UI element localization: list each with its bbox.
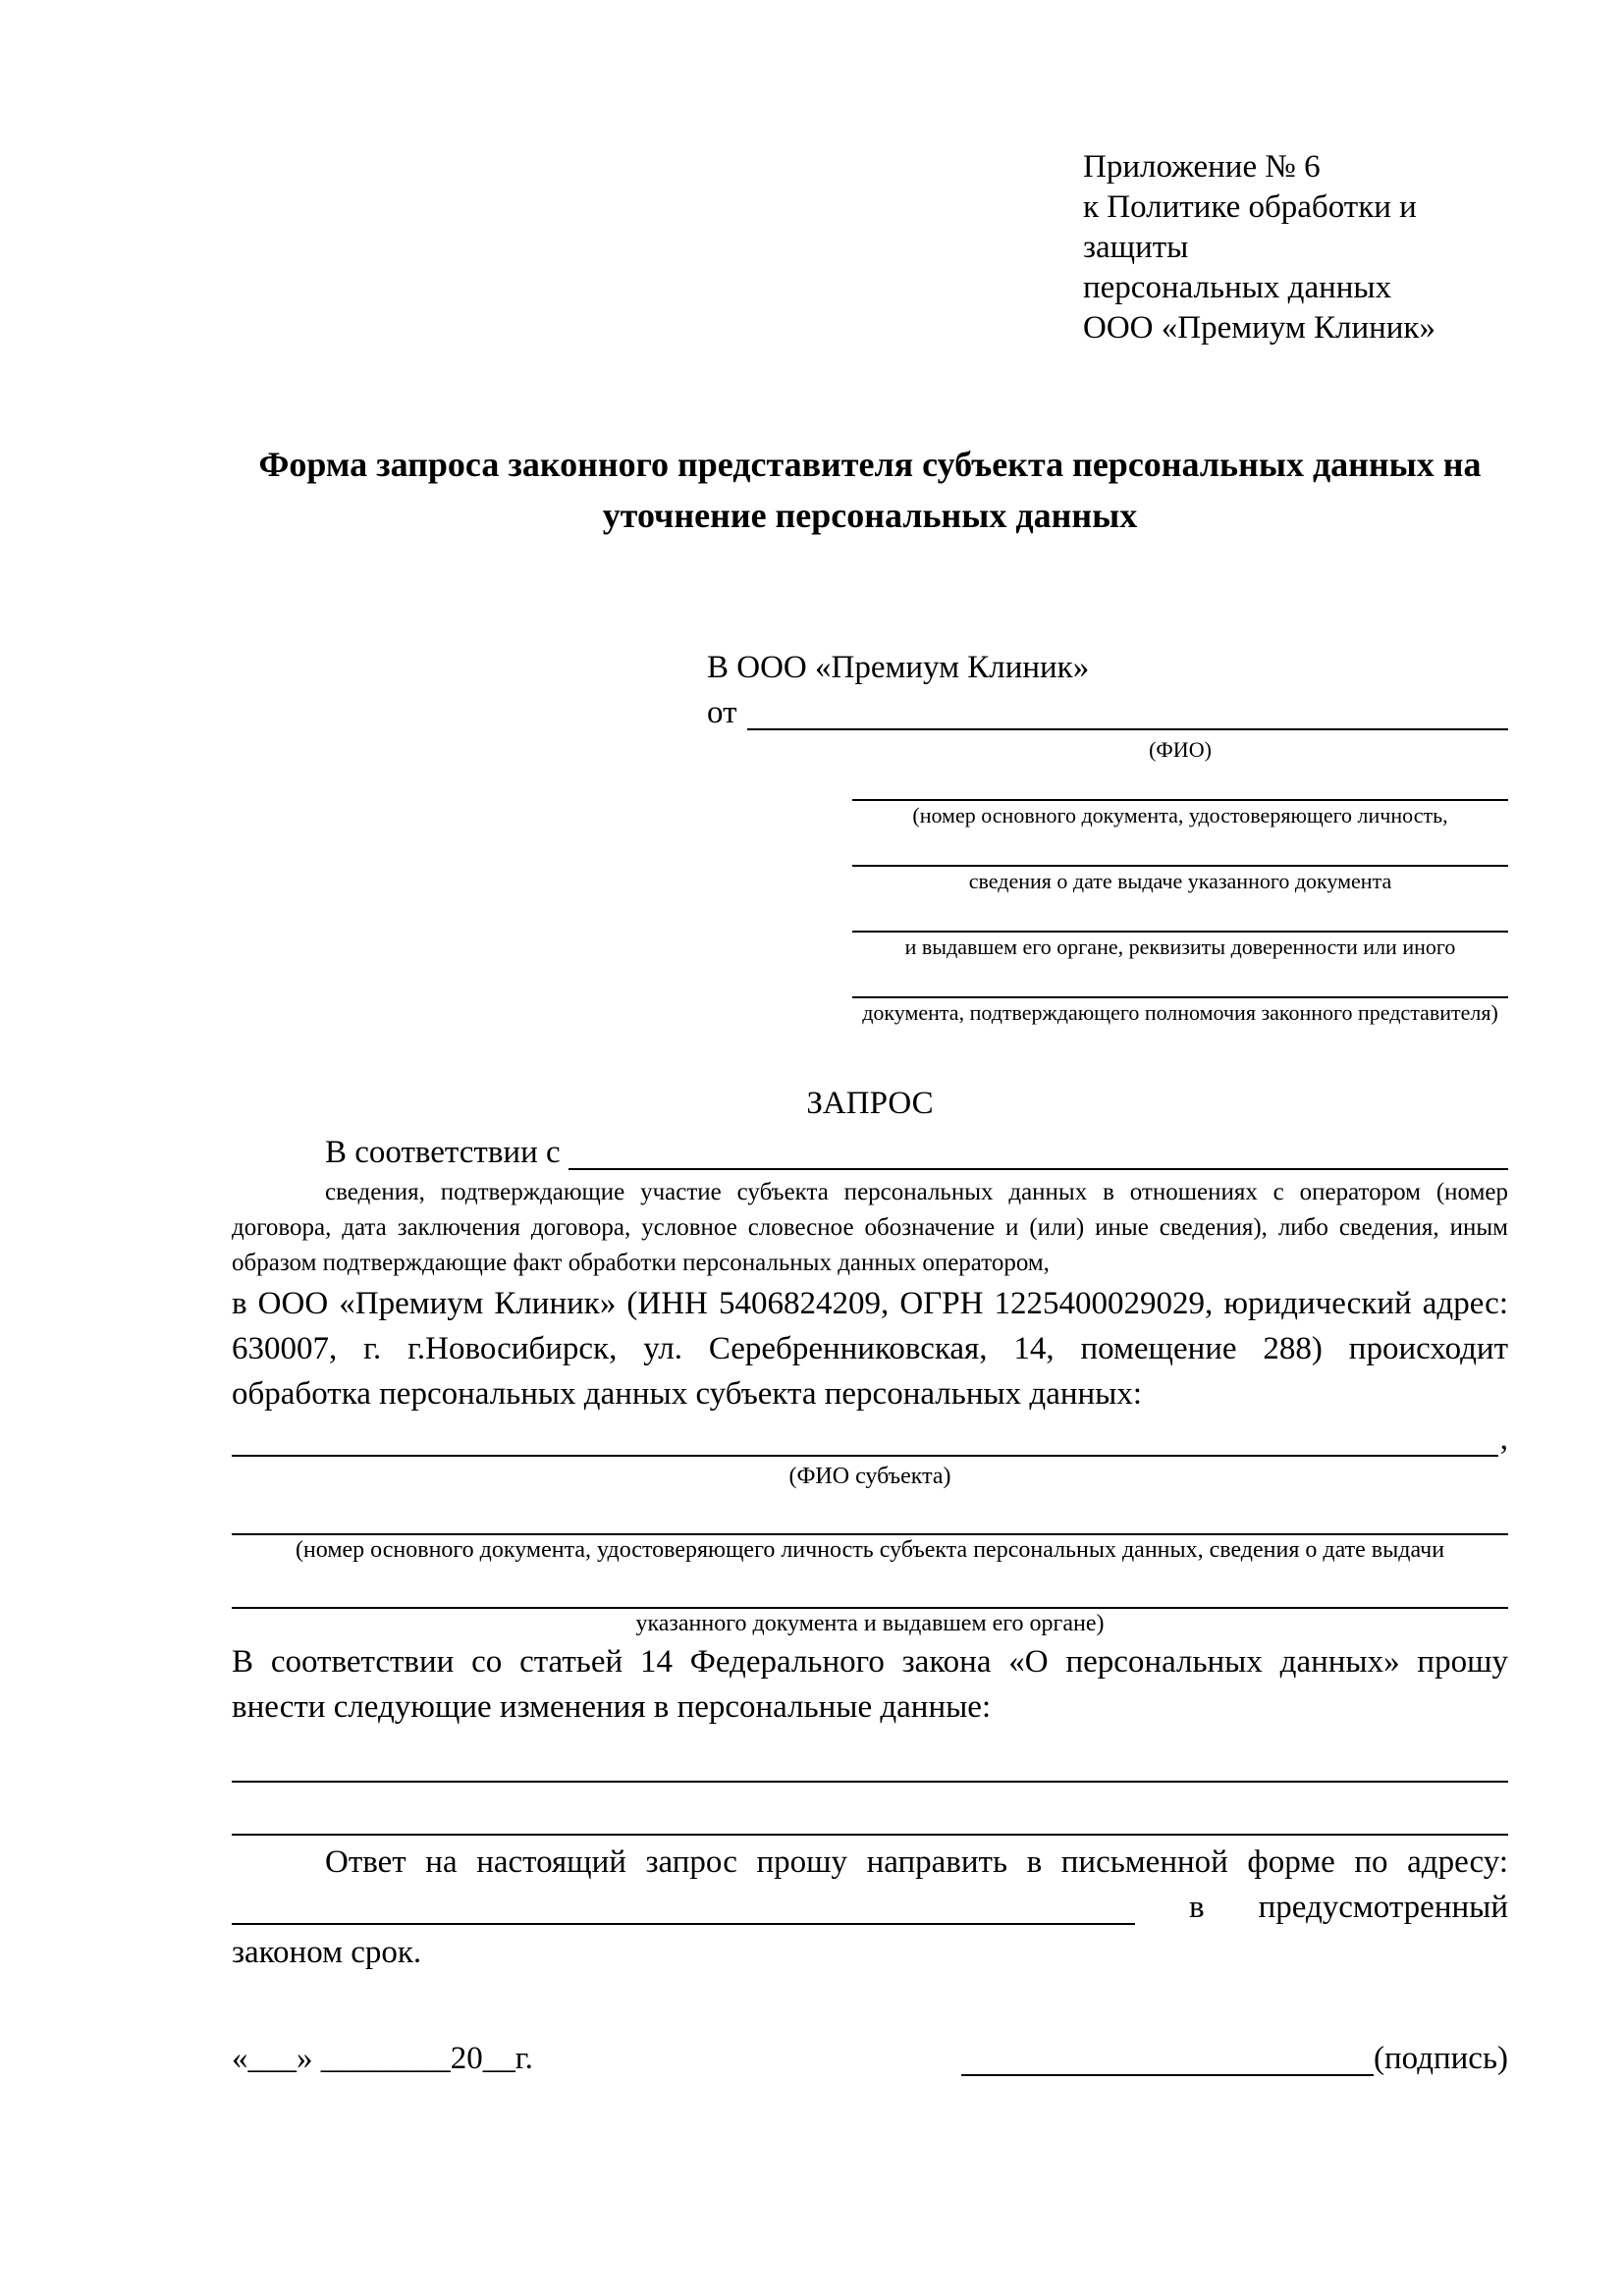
accordance-label: В соответствии с [325,1135,561,1170]
basis-caption: сведения, подтверждающие участие субъекта персональных данных в отношениях с оператором (номер договора, дата заключения договора, условное словесное обозначение и (или) иные сведения), либо сведения, иным образом подтверждающие факт обработки персональных данных оператором, [232,1179,1508,1276]
signature-group [961,2036,1508,2081]
footer-row [232,2036,1508,2081]
answer-paragraph-line-1: Ответ на настоящий запрос прошу направить в письменной форме по адресу: [325,1844,1508,1880]
from-label: от [707,695,737,730]
date-line: «___» ________20__г. [232,2041,533,2076]
changes-line-1 [232,1730,1508,1783]
representative-doc-line-2 [852,829,1508,867]
signature-line [961,2074,1374,2076]
from-fill-line [747,728,1509,730]
document-title: Форма запроса законного представителя субъекта персональных данных на уточнение персональных данных [258,445,1482,535]
addressee-org: В ООО «Премиум Клиник» [707,650,1090,685]
signature-caption: (подпись) [1374,2041,1508,2076]
appendix-line-2: к Политике обработки и защиты [1083,189,1417,265]
representative-doc-caption-1: (номер основного документа, удостоверяющего личность, [912,803,1448,828]
answer-address-line [232,1923,1135,1925]
subject-doc-caption-1: (номер основного документа, удостоверяющего личность субъекта персональных данных, сведения о дате выдачи [295,1537,1445,1563]
law-paragraph: В соответствии со статьей 14 Федерального закона «О персональных данных» прошу внести следующие изменения в персональные данные: [232,1644,1508,1725]
request-heading: ЗАПРОС [806,1086,934,1121]
subject-fio-line [232,1455,1498,1457]
appendix-line-4: ООО «Премиум Клиник» [1083,310,1435,346]
representative-doc-line-1 [852,764,1508,801]
addressee-block [707,645,1508,1027]
representative-doc-caption-4: документа, подтверждающего полномочия законного представителя) [862,1000,1498,1025]
representative-doc-caption-2: сведения о дате выдаче указанного документа [968,869,1392,893]
accordance-fill-line [568,1168,1508,1170]
fio-caption: (ФИО) [1149,737,1212,762]
appendix-line-1: Приложение № 6 [1083,149,1321,185]
subject-doc-line-1 [232,1492,1508,1535]
appendix-line-3: персональных данных [1083,270,1392,305]
operator-paragraph: в ООО «Премиум Клиник» (ИНН 5406824209, ОГРН 1225400029029, юридический адрес: 630007, г. г.Новосибирск, ул. Серебренниковская, 14, помещение 288) происходит обработка персональных данных субъекта персональных данных: [232,1286,1508,1412]
answer-word-1: в [1189,1890,1205,1925]
answer-word-2: предусмотренный [1258,1890,1508,1925]
subject-fio-comma: , [1499,1421,1508,1457]
subject-doc-line-2 [232,1566,1508,1609]
representative-doc-caption-3: и выдавшем его органе, реквизиты доверенности или иного [904,934,1456,959]
answer-paragraph-tail: законом срок. [232,1935,422,1970]
subject-doc-caption-2: указанного документа и выдавшем его органе) [635,1611,1105,1636]
changes-line-2 [232,1783,1508,1836]
accordance-row [232,1130,1508,1175]
appendix-header [1083,147,1508,348]
representative-doc-line-3 [852,895,1508,933]
answer-address-row [232,1885,1508,1930]
representative-doc-line-4 [852,961,1508,998]
subject-fio-row [232,1416,1508,1462]
addressee-from-row [707,690,1508,735]
subject-fio-caption: (ФИО субъекта) [788,1464,951,1489]
